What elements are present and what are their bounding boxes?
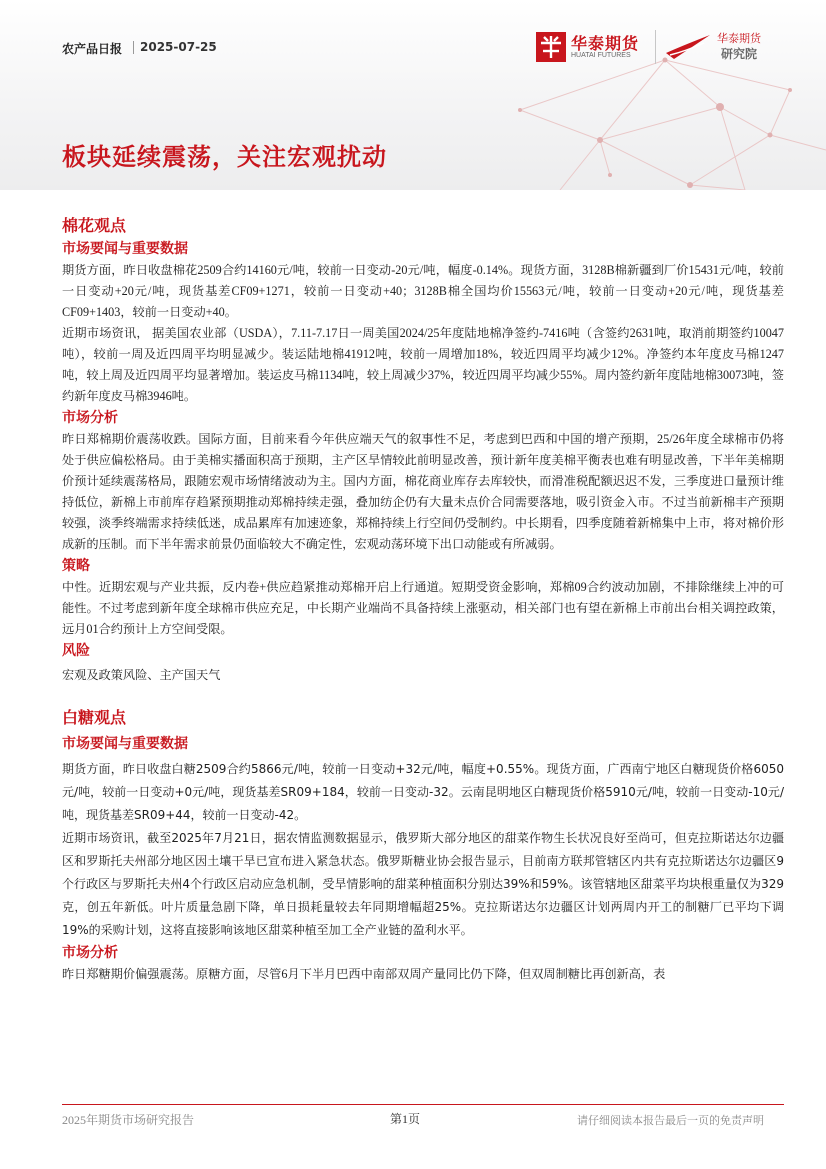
logo-divider (655, 30, 656, 64)
logo-company-name: 华泰期货 (571, 34, 640, 53)
logo-company-name-en: HUATAI FUTURES (571, 52, 631, 59)
paragraph-cotton-futures: 期货方面，昨日收盘棉花2509合约14160元/吨，较前一日变动-20元/吨，幅度-0.14%。现货方面，3128B棉新疆到厂价15431元/吨，较前一日变动+20元/吨，现货基差CF09+1271，较前一日变动+40；3128B棉全国均价15563元/吨，较前一日变动+20元/吨，现货基差CF09+1403，较前一日变动+40。 (62, 263, 784, 319)
subheading-analysis: 市场分析 (62, 410, 118, 426)
paragraph-cotton-analysis: 昨日郑棉期价震荡收跌。国际方面，目前来看今年供应端天气的叙事性不足，考虑到巴西和中国的增产预期，25/26年度全球棉市仍将处于供应偏松格局。由于美棉实播面积高于预期，主产区旱情较此前明显改善，预计新年度美棉平衡表也难有明显改善，下半年美棉期价预计延续震荡格局，跟随宏观市场情绪波动为主。国内方面，棉花商业库存去库较快，而滑准税配额迟迟不发，三季度进口量预计维持低位，新棉上市前库存趋紧预期推动郑棉持续走强，叠加纺企仍有大量未点价合同需要落地，吸引资金入市。不过当前新棉丰产预期较强，淡季终端需求持续低迷，成品累库有加速迹象，郑棉持续上行空间仍受制约。中长期看，四季度随着新棉集中上市，将对棉价形成新的压制。而下半年需求前景仍面临较大不确定性，宏观动荡环境下出口动能或有所减弱。 (62, 432, 784, 551)
paragraph-sugar-futures: 期货方面，昨日收盘白糖2509合约5866元/吨，较前一日变动+32元/吨，幅度+0.55%。现货方面，广西南宁地区白糖现货价格6050元/吨，较前一日变动+0元/吨，现货基差SR09+184，较前一日变动-32。云南昆明地区白糖现货价格5910元/吨，较前一日变动-10元/吨，现货基差SR09+44，较前一日变动-42。 (62, 762, 784, 822)
report-body (62, 214, 784, 985)
paragraph-sugar-news: 近期市场资讯，截至2025年7月21日，据农情监测数据显示，俄罗斯大部分地区的甜菜作物生长状况良好至尚可，但克拉斯诺达尔边疆区和罗斯托夫州部分地区因土壤干旱已宣布进入紧急状态。俄罗斯糖业协会报告显示，目前南方联邦管辖区内共有克拉斯诺达尔边疆区9个行政区与罗斯托夫州4个行政区启动应急机制，受旱情影响的甜菜种植面积分别达39%和59%。该管辖地区甜菜平均块根重量仅为329克，创五年新低。叶片质量急剧下降，单日损耗量较去年同期增幅超25%。克拉斯诺达尔边疆区计划两周内开工的制糖厂已平均下调19%的采购计划，这将直接影响该地区甜菜种植至加工全产业链的盈利水平。 (62, 831, 784, 937)
header-band (0, 0, 826, 190)
footer-report-name: 2025年期货市场研究报告 (62, 1113, 195, 1127)
report-date: 2025-07-25 (140, 40, 217, 54)
subheading-risk: 风险 (62, 643, 90, 659)
institute-name-line2: 研究院 (721, 47, 758, 61)
footer-disclaimer-note: 请仔细阅读本报告最后一页的免责声明 (577, 1114, 764, 1127)
section-title-cotton: 棉花观点 (62, 216, 127, 235)
paragraph-cotton-risk: 宏观及政策风险、主产国天气 (62, 668, 221, 682)
footer-divider (62, 1104, 784, 1105)
huatai-logo-icon (536, 32, 566, 62)
header-separator (133, 41, 134, 54)
institute-swoosh-icon (664, 33, 712, 61)
paragraph-sugar-analysis: 昨日郑糖期价偏强震荡。原糖方面，尽管6月下半月巴西中南部双周产量同比仍下降，但双周制糖比再创新高，表 (62, 967, 666, 981)
subheading-news: 市场要闻与重要数据 (62, 736, 188, 752)
page-title: 板块延续震荡，关注宏观扰动 (62, 143, 387, 171)
report-label: 农产品日报 (62, 42, 123, 56)
section-title-sugar: 白糖观点 (62, 708, 127, 727)
paragraph-cotton-news: 近期市场资讯， 据美国农业部（USDA），7.11-7.17日一周美国2024/25年度陆地棉净签约-7416吨（含签约2631吨，取消前期签约10047吨），较前一周及近四周平均明显减少。装运陆地棉41912吨，较前一周增加18%，较近四周平均减少12%。净签约本年度皮马棉1247吨，较上周及近四周平均显著增加。装运皮马棉1134吨，较上周减少37%，较近四周平均减少55%。周内签约新年度陆地棉30073吨，签约新年度皮马棉3946吨。 (62, 326, 784, 403)
subheading-news: 市场要闻与重要数据 (62, 241, 188, 257)
subheading-analysis: 市场分析 (62, 945, 118, 961)
page-number: 第1页 (390, 1112, 421, 1126)
paragraph-cotton-strategy: 中性。近期宏观与产业共振，反内卷+供应趋紧推动郑棉开启上行通道。短期受资金影响，郑棉09合约波动加剧，不排除继续上冲的可能性。不过考虑到新年度全球棉市供应充足，中长期产业端尚不具备持续上涨驱动，相关部门也有望在新棉上市前出台相关调控政策，远月01合约预计上方空间受限。 (62, 580, 784, 636)
subheading-strategy: 策略 (62, 558, 90, 574)
institute-name-line1: 华泰期货 (717, 32, 761, 45)
